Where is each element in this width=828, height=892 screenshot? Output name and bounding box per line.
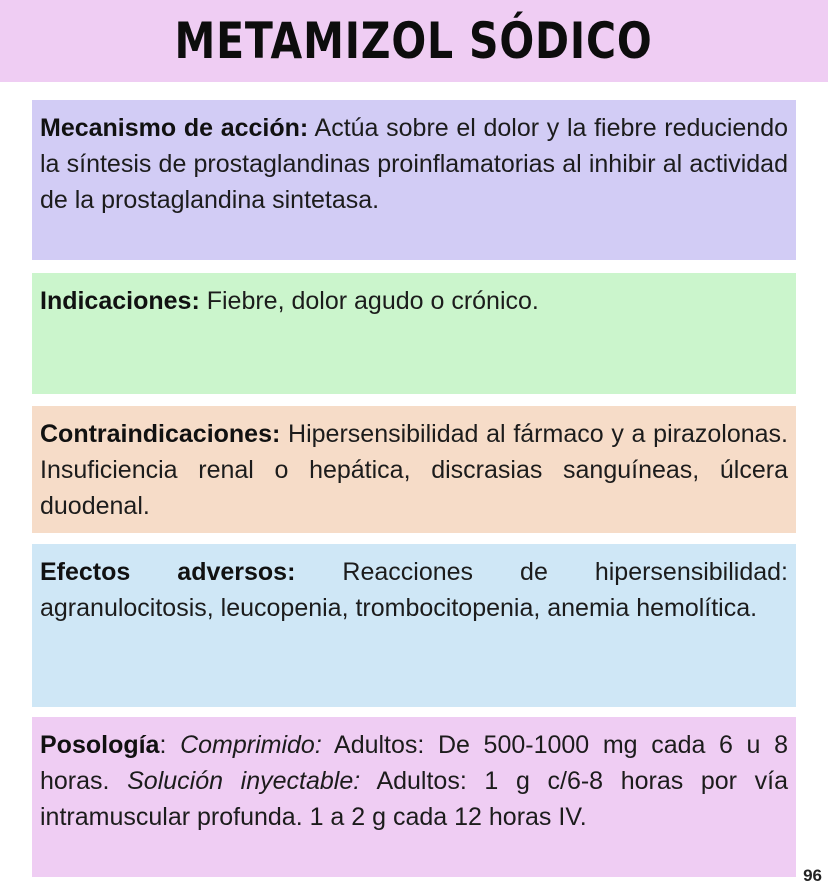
posologia-paragraph: [40, 727, 788, 835]
page-title: METAMIZOL SÓDICO: [174, 12, 654, 70]
mecanismo-text: Actúa sobre el dolor y la fiebre reduciendo la síntesis de prostaglandinas proinflamatorias al inhibir al actividad de la prostaglandina sintetasa.: [40, 114, 788, 214]
mecanismo-label: Mecanismo de acción:: [40, 114, 309, 142]
indicaciones-paragraph: [40, 283, 788, 319]
efectos-paragraph: [40, 554, 788, 626]
posologia-text-comprimido: Adultos: De 500-1000 mg cada 6 u 8 horas.: [40, 731, 788, 795]
contraindicaciones-label: Contraindicaciones:: [40, 420, 281, 448]
mecanismo-paragraph: [40, 110, 788, 218]
posologia-form-comprimido: Comprimido:: [180, 731, 322, 759]
page-number: 96: [803, 866, 822, 885]
efectos-card: [32, 544, 796, 707]
efectos-label: Efectos adversos:: [40, 558, 296, 586]
contraindicaciones-card: [32, 406, 796, 533]
mecanismo-card: [32, 100, 796, 260]
efectos-text: Reacciones de hipersensibilidad: agranulocitosis, leucopenia, trombocitopenia, anemia hemolítica.: [40, 558, 789, 622]
header-banner: [0, 0, 828, 82]
posologia-label: Posología: [40, 731, 160, 759]
indicaciones-text: Fiebre, dolor agudo o crónico.: [206, 287, 539, 315]
posologia-card: [32, 717, 796, 877]
contraindicaciones-text: Hipersensibilidad al fármaco y a pirazolonas. Insuficiencia renal o hepática, discrasias sanguíneas, úlcera duodenal.: [40, 420, 788, 520]
indicaciones-label: Indicaciones:: [40, 287, 200, 315]
posologia-form-inyectable: Solución inyectable:: [127, 767, 361, 795]
indicaciones-card: [32, 273, 796, 394]
contraindicaciones-paragraph: [40, 416, 788, 524]
posologia-text-inyectable: Adultos: 1 g c/6-8 horas por vía intramuscular profunda. 1 a 2 g cada 12 horas IV.: [40, 767, 788, 831]
posologia-colon: :: [159, 731, 167, 759]
